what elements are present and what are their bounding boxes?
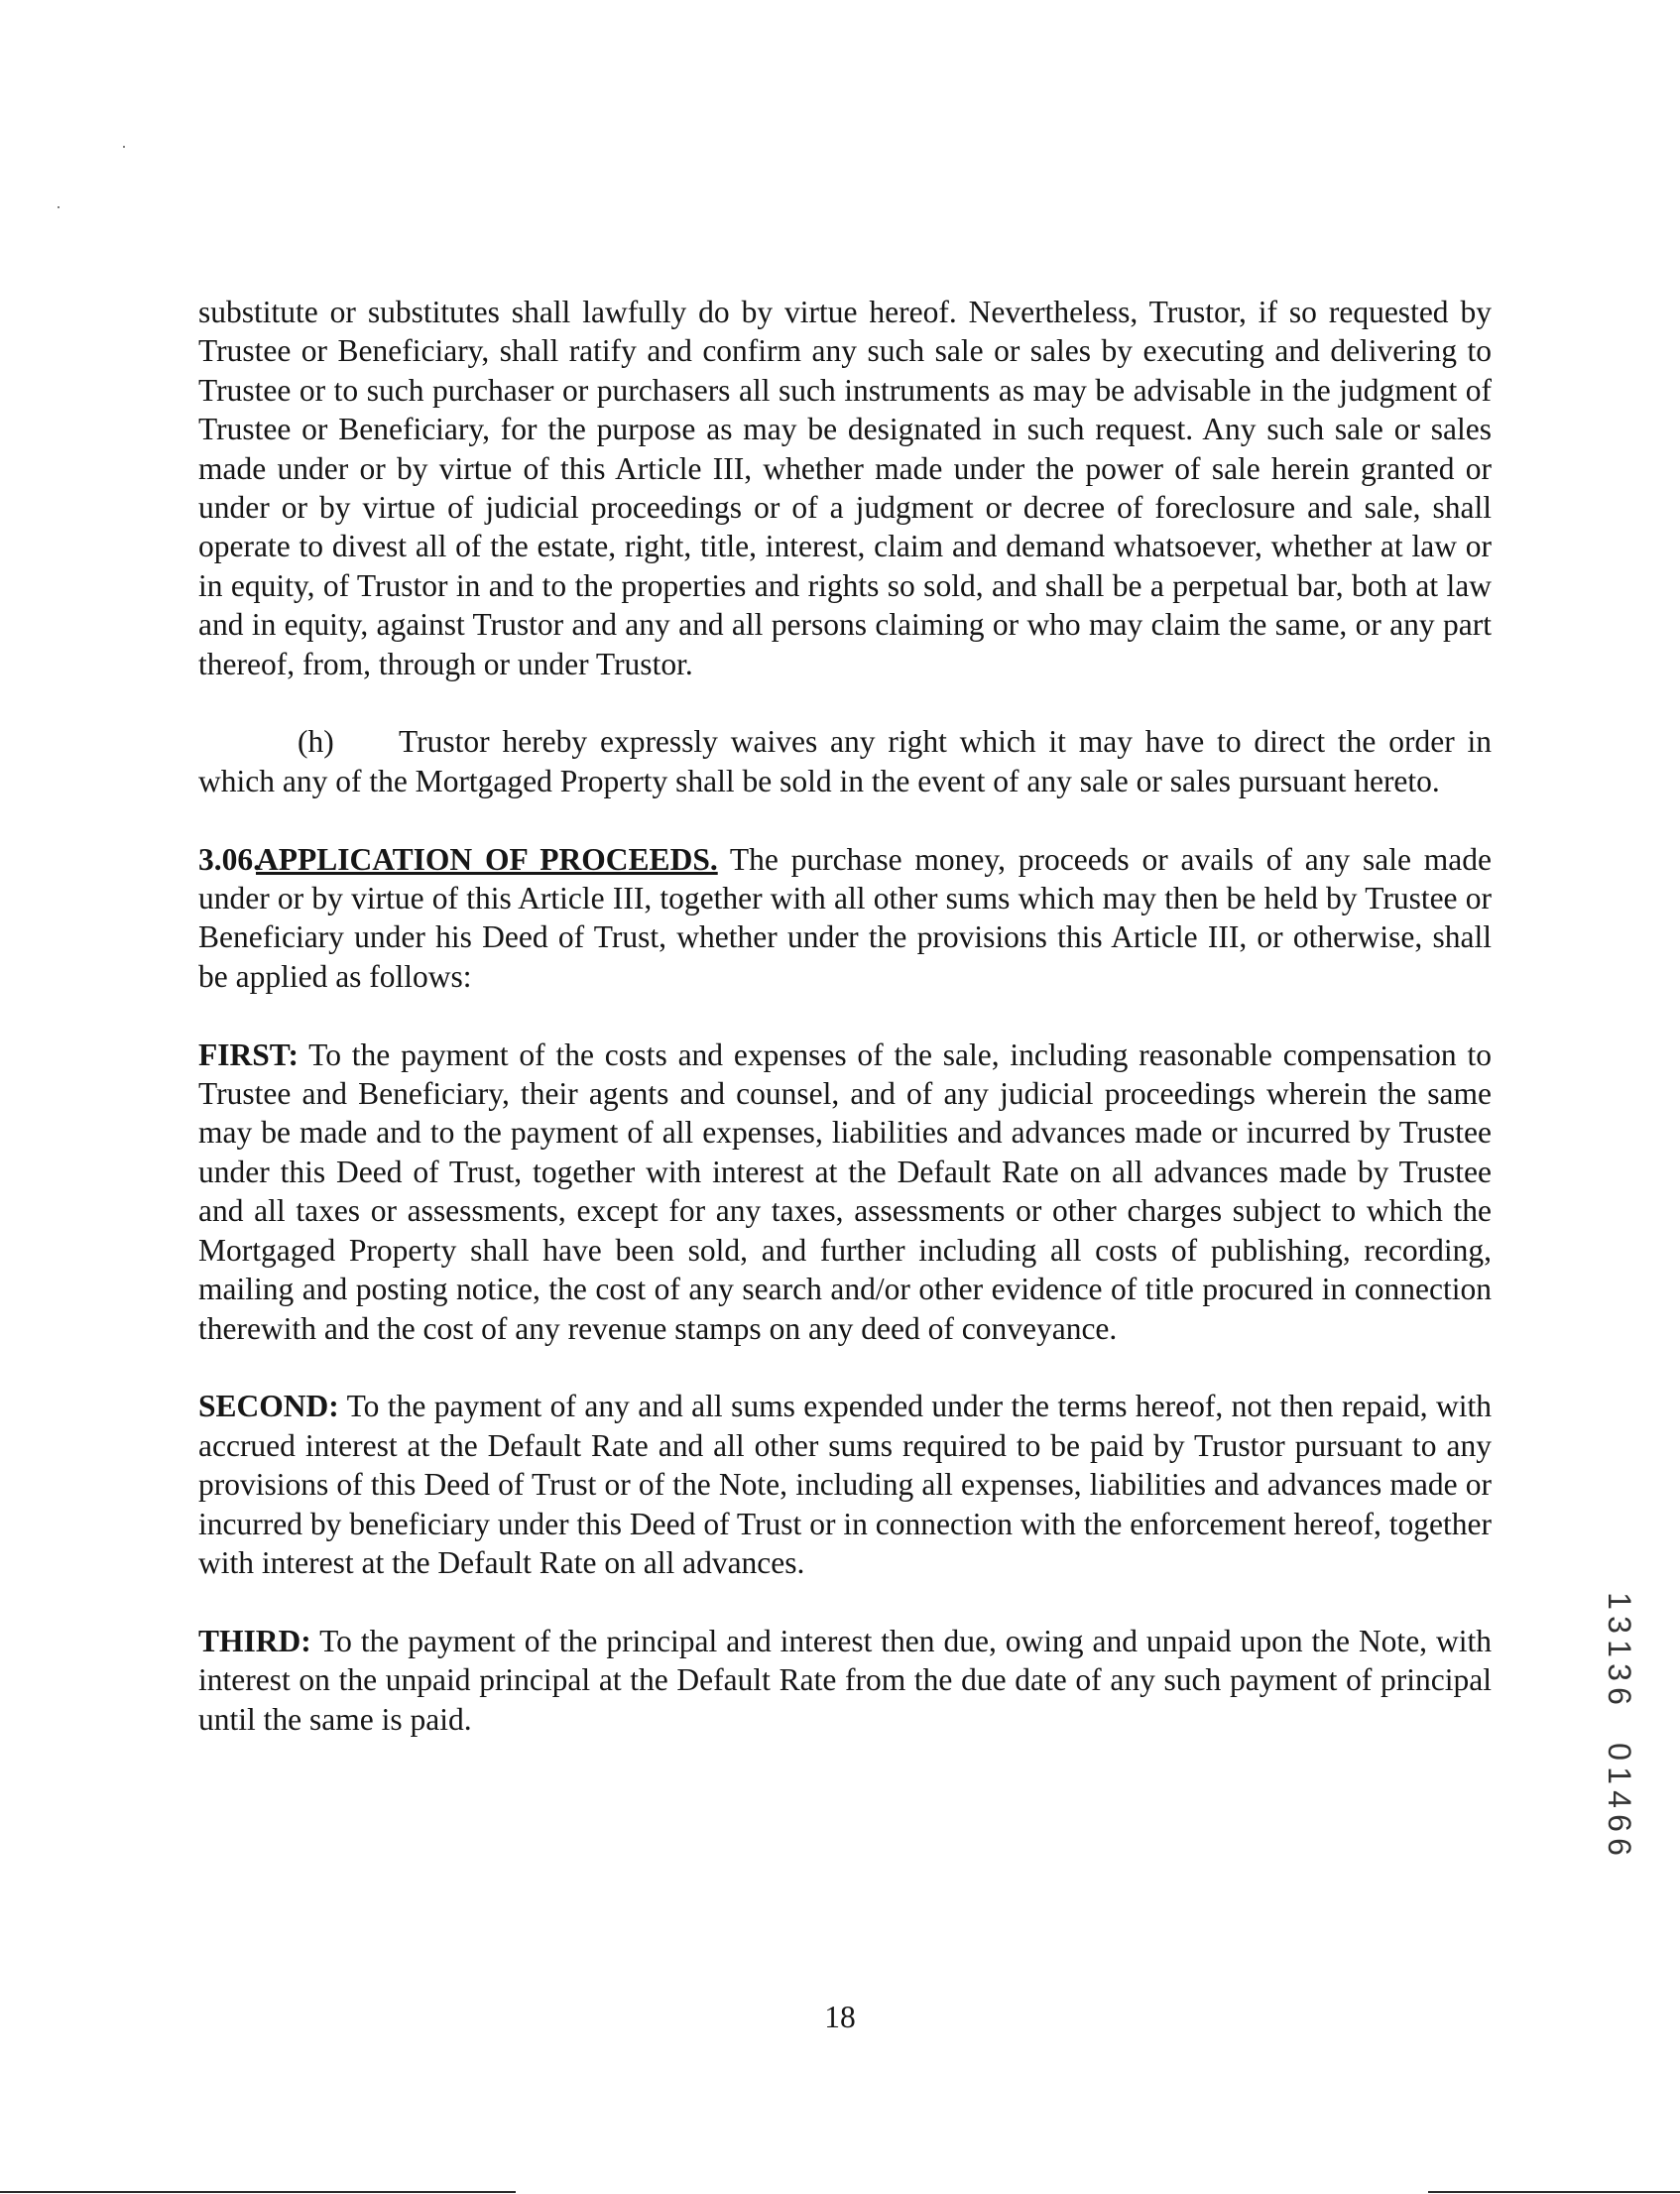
third-label: THIRD: xyxy=(198,1623,311,1658)
second-text: To the payment of any and all sums expended under the terms hereof, not then repaid, with accrued interest at the Default Rate and all other sums required to be paid by Trustor pursuant to any provisions of this Deed of Trust or of the Note, including all expenses, liabilities and advances made or incurred by beneficiary under this Deed of Trust or in connection with the enforcement hereof, together with interest at the Default Rate on all advances. xyxy=(198,1389,1492,1580)
stamp-char: 1 xyxy=(1602,1640,1637,1657)
second-clause xyxy=(198,1387,1492,1582)
document-body xyxy=(198,293,1492,1777)
stamp-char: 6 xyxy=(1602,1814,1637,1832)
stamp-char: 3 xyxy=(1602,1663,1637,1681)
recording-stamp xyxy=(1601,1585,1638,1856)
second-label: SECOND: xyxy=(198,1389,339,1424)
first-clause xyxy=(198,1036,1492,1348)
item-h-label: (h) xyxy=(298,724,334,760)
page-number: 18 xyxy=(824,2000,856,2034)
section-text: The purchase money, proceeds or avails of any sale made under or by virtue of this Article III, together with all other sums which may then be held by Trustee or Beneficiary under his Deed of Trust, whether under the provisions this Article III, or otherwise, shall be applied as follows: xyxy=(198,841,1492,994)
third-text: To the payment of the principal and interest then due, owing and unpaid upon the Note, with interest on the unpaid principal at the Default Rate from the due date of any such payment of principal until the same is paid. xyxy=(198,1623,1492,1737)
paragraph-continuation: substitute or substitutes shall lawfully do by virtue hereof. Nevertheless, Trustor, if so requested by Trustee or Beneficiary, shall ratify and confirm any such sale or sales by executing and delivering to Trustee or to such purchaser or purchasers all such instruments as may be advisable in the judgment of Trustee or Beneficiary, for the purpose as may be designated in such request. Any such sale or sales made under or by virtue of this Article III, whether made under the power of sale herein granted or under or by virtue of judicial proceedings or of a judgment or decree of foreclosure and sale, shall operate to divest all of the estate, right, title, interest, claim and demand whatsoever, whether at law or in equity, of Trustor in and to the properties and rights so sold, and shall be a perpetual bar, both at law and in equity, against Trustor and any and all persons claiming or who may claim the same, or any part thereof, from, through or under Trustor. xyxy=(198,295,1492,681)
item-h xyxy=(198,722,1492,800)
scan-speck xyxy=(58,206,60,208)
bottom-edge-line xyxy=(1428,2191,1680,2193)
third-clause xyxy=(198,1622,1492,1739)
stamp-char: 6 xyxy=(1602,1838,1637,1856)
item-h-text: Trustor hereby expressly waives any right which it may have to direct the order in which any of the Mortgaged Property shall be sold in the event of any sale or sales pursuant hereto. xyxy=(198,724,1492,798)
stamp-char: 0 xyxy=(1602,1743,1637,1761)
stamp-char: 6 xyxy=(1602,1687,1637,1705)
stamp-char: 1 xyxy=(1602,1767,1637,1784)
stamp-char: 4 xyxy=(1602,1790,1637,1808)
first-label: FIRST: xyxy=(198,1036,299,1072)
stamp-char: 1 xyxy=(1602,1592,1637,1610)
first-text: To the payment of the costs and expenses of the sale, including reasonable compensation to Trustee and Beneficiary, their agents and counsel, and of any judicial proceedings wherein the same may be made and to the payment of all expenses, liabilities and advances made or incurred by Trustee under this Deed of Trust, together with interest at the Default Rate on all advances made by Trustee and all taxes or assessments, except for any taxes, assessments or other charges subject to which the Mortgaged Property shall have been sold, and further including all costs of publishing, recording, mailing and posting notice, the cost of any search and/or other evidence of title procured in connection therewith and the cost of any revenue stamps on any deed of conveyance. xyxy=(198,1036,1492,1346)
bottom-edge-line xyxy=(0,2191,516,2193)
section-number: 3.06. xyxy=(198,841,261,877)
scan-speck xyxy=(123,146,125,148)
stamp-char: 3 xyxy=(1602,1616,1637,1634)
section-3-06 xyxy=(198,840,1492,997)
section-heading: APPLICATION OF PROCEEDS. xyxy=(256,841,718,877)
